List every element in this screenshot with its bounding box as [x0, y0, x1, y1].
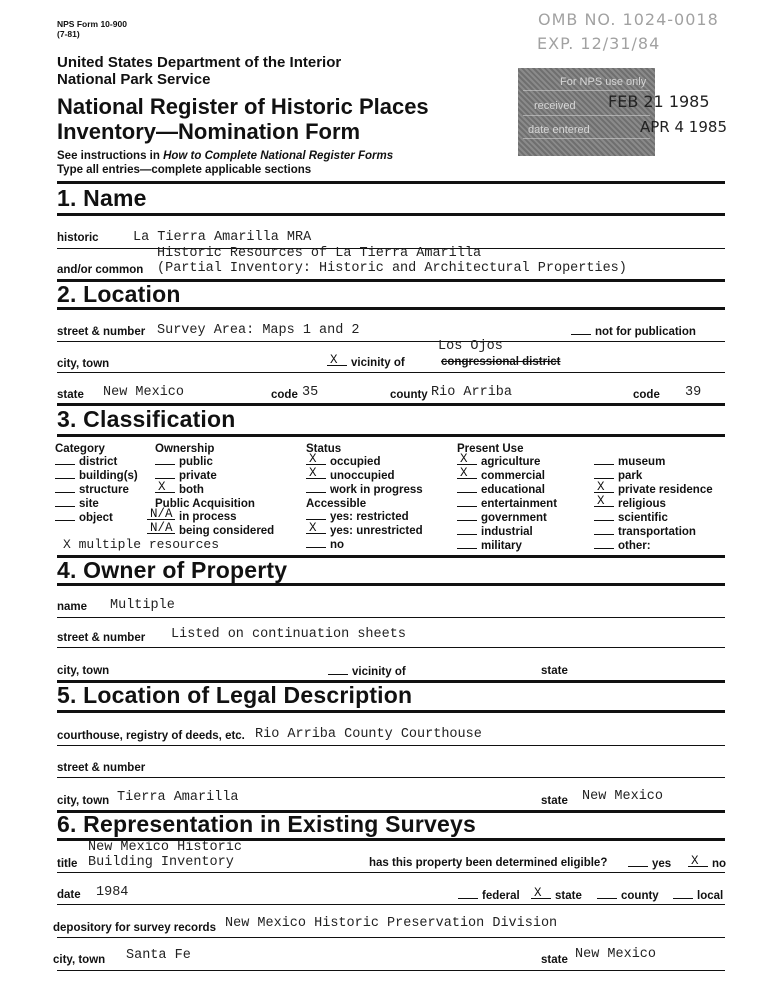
eligible-yes: yes — [628, 857, 671, 870]
option-checkbox[interactable] — [594, 469, 614, 479]
option-checkbox[interactable] — [55, 511, 75, 521]
option-label: commercial — [481, 470, 545, 482]
section-rule — [57, 213, 725, 216]
instructions-line2: Type all entries—complete applicable sections — [57, 164, 312, 176]
county-code-label: code — [633, 389, 660, 401]
common-name-line1: Historic Resources of La Tierra Amarilla — [157, 246, 482, 261]
eligible-no: X no — [688, 857, 726, 870]
code-value: 35 — [302, 385, 319, 400]
option-row — [457, 525, 557, 539]
present-use-col1 — [457, 452, 558, 553]
code-label: code — [271, 389, 298, 401]
option-row — [55, 455, 138, 469]
option-checkbox[interactable] — [306, 510, 326, 520]
option-checkbox[interactable] — [594, 525, 614, 535]
option-label: yes: restricted — [330, 511, 409, 523]
option-row — [594, 494, 713, 511]
option-row — [594, 469, 713, 483]
option-row — [306, 483, 423, 497]
form-title-line1: National Register of Historic Places — [57, 94, 429, 119]
exp-stamp: EXP. 12/31/84 — [537, 34, 661, 53]
option-label: scientific — [618, 512, 668, 524]
field-line — [57, 341, 725, 342]
instructions-line1: See instructions in How to Complete National Register Forms — [57, 150, 394, 162]
option-row — [306, 538, 423, 552]
option-row — [147, 521, 275, 538]
field-line — [57, 904, 725, 905]
nps-use-only-box — [518, 68, 655, 156]
option-row — [594, 511, 713, 525]
field-line — [57, 970, 725, 971]
owner-city-label: city, town — [57, 665, 110, 677]
option-row — [55, 469, 138, 483]
option-checkbox[interactable] — [55, 469, 75, 479]
level-county: county — [597, 889, 659, 902]
option-mark: X — [309, 466, 317, 480]
field-line — [57, 777, 725, 778]
option-mark: X — [158, 480, 166, 494]
survey-date-label: date — [57, 889, 81, 901]
option-checkbox[interactable] — [147, 521, 175, 535]
category-list — [55, 455, 138, 525]
option-checkbox[interactable] — [147, 507, 175, 521]
option-row — [55, 497, 138, 511]
option-checkbox[interactable] — [306, 521, 326, 535]
option-mark: X — [309, 452, 317, 466]
option-label: structure — [79, 484, 129, 496]
state-value: New Mexico — [103, 385, 185, 400]
legal-state-label: state — [541, 795, 568, 807]
accessible-list — [306, 510, 423, 552]
option-label: site — [79, 498, 99, 510]
option-row — [155, 455, 217, 469]
historic-name: La Tierra Amarilla MRA — [133, 230, 312, 245]
option-checkbox[interactable] — [306, 466, 326, 480]
option-checkbox[interactable] — [55, 497, 75, 507]
status-heading: Status — [306, 443, 342, 455]
level-state: X state — [531, 889, 582, 902]
not-for-publication: not for publication — [571, 325, 696, 338]
option-checkbox[interactable] — [457, 497, 477, 507]
city-town-label: city, town — [57, 358, 110, 370]
section-rule — [57, 583, 725, 586]
street-number-label: street & number — [57, 326, 146, 338]
section6-header: 6. Representation in Existing Surveys — [57, 811, 476, 837]
depository-city-label: city, town — [53, 954, 106, 966]
option-label: no — [330, 539, 345, 551]
depository-state-value: New Mexico — [575, 947, 657, 962]
date-entered-label: date entered — [528, 124, 590, 136]
option-mark: N/A — [150, 507, 173, 521]
option-label: private residence — [618, 484, 713, 496]
option-row — [457, 497, 557, 511]
field-line — [57, 372, 725, 373]
ownership-list — [155, 455, 217, 497]
option-mark: X — [460, 452, 468, 466]
acquisition-heading: Public Acquisition — [155, 498, 255, 510]
option-checkbox[interactable] — [155, 455, 175, 465]
category-heading: Category — [55, 443, 105, 455]
section5-header: 5. Location of Legal Description — [57, 682, 413, 708]
option-row — [457, 466, 557, 483]
section2-header: 2. Location — [57, 281, 181, 307]
owner-street-value: Listed on continuation sheets — [171, 627, 406, 642]
option-row — [594, 539, 713, 553]
option-label: educational — [481, 484, 545, 496]
option-mark: X — [597, 494, 605, 508]
entered-stamp-date: APR 4 1985 — [640, 118, 727, 136]
option-row — [457, 539, 557, 553]
courthouse-value: Rio Arriba County Courthouse — [255, 727, 482, 742]
courthouse-label: courthouse, registry of deeds, etc. — [57, 730, 245, 742]
common-name-label: and/or common — [57, 264, 144, 276]
option-mark: N/A — [150, 521, 173, 535]
legal-city-value: Tierra Amarilla — [117, 790, 239, 805]
owner-vicinity: vicinity of — [328, 665, 406, 678]
legal-city-label: city, town — [57, 795, 110, 807]
street-number-value: Survey Area: Maps 1 and 2 — [157, 323, 360, 338]
option-label: industrial — [481, 526, 533, 538]
option-label: private — [179, 470, 217, 482]
multiple-resources: X multiple resources — [63, 537, 220, 552]
survey-title-label: title — [57, 858, 78, 870]
option-row — [155, 480, 217, 497]
option-label: object — [79, 512, 113, 524]
depository-city-value: Santa Fe — [126, 948, 191, 963]
option-label: religious — [618, 498, 666, 510]
option-row — [594, 525, 713, 539]
option-checkbox[interactable] — [457, 511, 477, 521]
option-label: public — [179, 456, 213, 468]
owner-street-label: street & number — [57, 632, 146, 644]
present-use-heading: Present Use — [457, 443, 524, 455]
option-checkbox[interactable] — [306, 538, 326, 548]
county-label: county — [390, 389, 428, 401]
congressional-value: Los Ojos — [438, 339, 503, 354]
option-mark: X — [460, 466, 468, 480]
ownership-heading: Ownership — [155, 443, 215, 455]
option-checkbox[interactable] — [55, 455, 75, 465]
option-row — [306, 521, 423, 538]
option-checkbox[interactable] — [457, 452, 477, 466]
option-checkbox[interactable] — [457, 539, 477, 549]
field-line — [57, 647, 725, 648]
option-checkbox[interactable] — [594, 511, 614, 521]
option-label: building(s) — [79, 470, 138, 482]
owner-name-value: Multiple — [110, 598, 175, 613]
option-label: agriculture — [481, 456, 541, 468]
owner-name-label: name — [57, 601, 88, 613]
option-row — [457, 483, 557, 497]
option-checkbox[interactable] — [594, 494, 614, 508]
owner-state-label: state — [541, 665, 568, 677]
legal-state-value: New Mexico — [582, 789, 664, 804]
depository-state-label: state — [541, 954, 568, 966]
county-code-value: 39 — [685, 385, 702, 400]
section-rule — [57, 434, 725, 437]
section1-header: 1. Name — [57, 185, 147, 211]
option-checkbox[interactable] — [306, 483, 326, 493]
option-row — [457, 511, 557, 525]
option-label: both — [179, 484, 204, 496]
omb-stamp: OMB NO. 1024-0018 — [538, 10, 719, 29]
field-line — [57, 745, 725, 746]
historic-label: historic — [57, 232, 99, 244]
option-label: transportation — [618, 526, 696, 538]
option-label: park — [618, 470, 643, 482]
received-label: received — [534, 100, 576, 112]
service-name: National Park Service — [57, 71, 211, 88]
department-name: United States Department of the Interior — [57, 54, 342, 71]
option-row — [306, 466, 423, 483]
option-checkbox[interactable] — [457, 483, 477, 493]
field-line — [57, 872, 725, 873]
option-checkbox[interactable] — [155, 480, 175, 494]
accessible-heading: Accessible — [306, 498, 367, 510]
option-checkbox[interactable] — [155, 469, 175, 479]
option-checkbox[interactable] — [457, 525, 477, 535]
option-label: work in progress — [330, 484, 423, 496]
option-mark: X — [309, 521, 317, 535]
section-rule — [57, 710, 725, 713]
received-stamp-date: FEB 21 1985 — [608, 92, 710, 111]
option-label: military — [481, 540, 522, 552]
option-label: occupied — [330, 456, 381, 468]
section-rule — [57, 181, 725, 184]
legal-street-label: street & number — [57, 762, 146, 774]
vicinity-of: X vicinity of — [327, 356, 405, 369]
option-row — [594, 480, 713, 497]
depository-value: New Mexico Historic Preservation Division — [225, 916, 558, 931]
level-federal: federal — [458, 889, 520, 902]
option-label: other: — [618, 540, 651, 552]
depository-label: depository for survey records — [53, 922, 216, 934]
nps-use-label: For NPS use only — [560, 76, 647, 88]
present-use-col2 — [594, 455, 713, 553]
option-row — [306, 510, 423, 524]
congressional-district-label: congressional district — [441, 356, 561, 368]
option-label: district — [79, 456, 118, 468]
survey-date-value: 1984 — [96, 885, 129, 900]
survey-title-line2: Building Inventory — [88, 855, 234, 870]
section-rule — [57, 307, 725, 310]
option-label: in process — [179, 511, 237, 523]
field-line — [57, 617, 725, 618]
option-checkbox[interactable] — [306, 452, 326, 466]
acquisition-list — [147, 507, 275, 538]
option-label: government — [481, 512, 547, 524]
status-list — [306, 452, 423, 497]
option-label: yes: unrestricted — [330, 525, 423, 537]
survey-title-line1: New Mexico Historic — [88, 840, 242, 855]
state-label: state — [57, 389, 84, 401]
option-checkbox[interactable] — [55, 483, 75, 493]
option-row — [55, 511, 138, 525]
county-value: Rio Arriba — [431, 385, 513, 400]
section3-header: 3. Classification — [57, 406, 236, 432]
option-row — [594, 455, 713, 469]
option-checkbox[interactable] — [594, 480, 614, 494]
section4-header: 4. Owner of Property — [57, 557, 288, 583]
level-local: local — [673, 889, 723, 902]
form-title-line2: Inventory—Nomination Form — [57, 119, 361, 144]
form-number: NPS Form 10-900 — [57, 19, 127, 29]
option-label: being considered — [179, 525, 275, 537]
common-name-line2: (Partial Inventory: Historic and Architectural Properties) — [157, 261, 627, 276]
option-row — [457, 452, 557, 469]
field-line — [57, 937, 725, 938]
option-checkbox[interactable] — [594, 455, 614, 465]
option-checkbox[interactable] — [594, 539, 614, 549]
option-label: entertainment — [481, 498, 558, 510]
form-revision: (7-81) — [57, 29, 80, 39]
option-mark: X — [597, 480, 605, 494]
eligible-question: has this property been determined eligible? — [369, 857, 608, 869]
option-label: museum — [618, 456, 666, 468]
option-checkbox[interactable] — [457, 466, 477, 480]
option-row — [55, 483, 138, 497]
option-row — [306, 452, 423, 469]
option-label: unoccupied — [330, 470, 395, 482]
